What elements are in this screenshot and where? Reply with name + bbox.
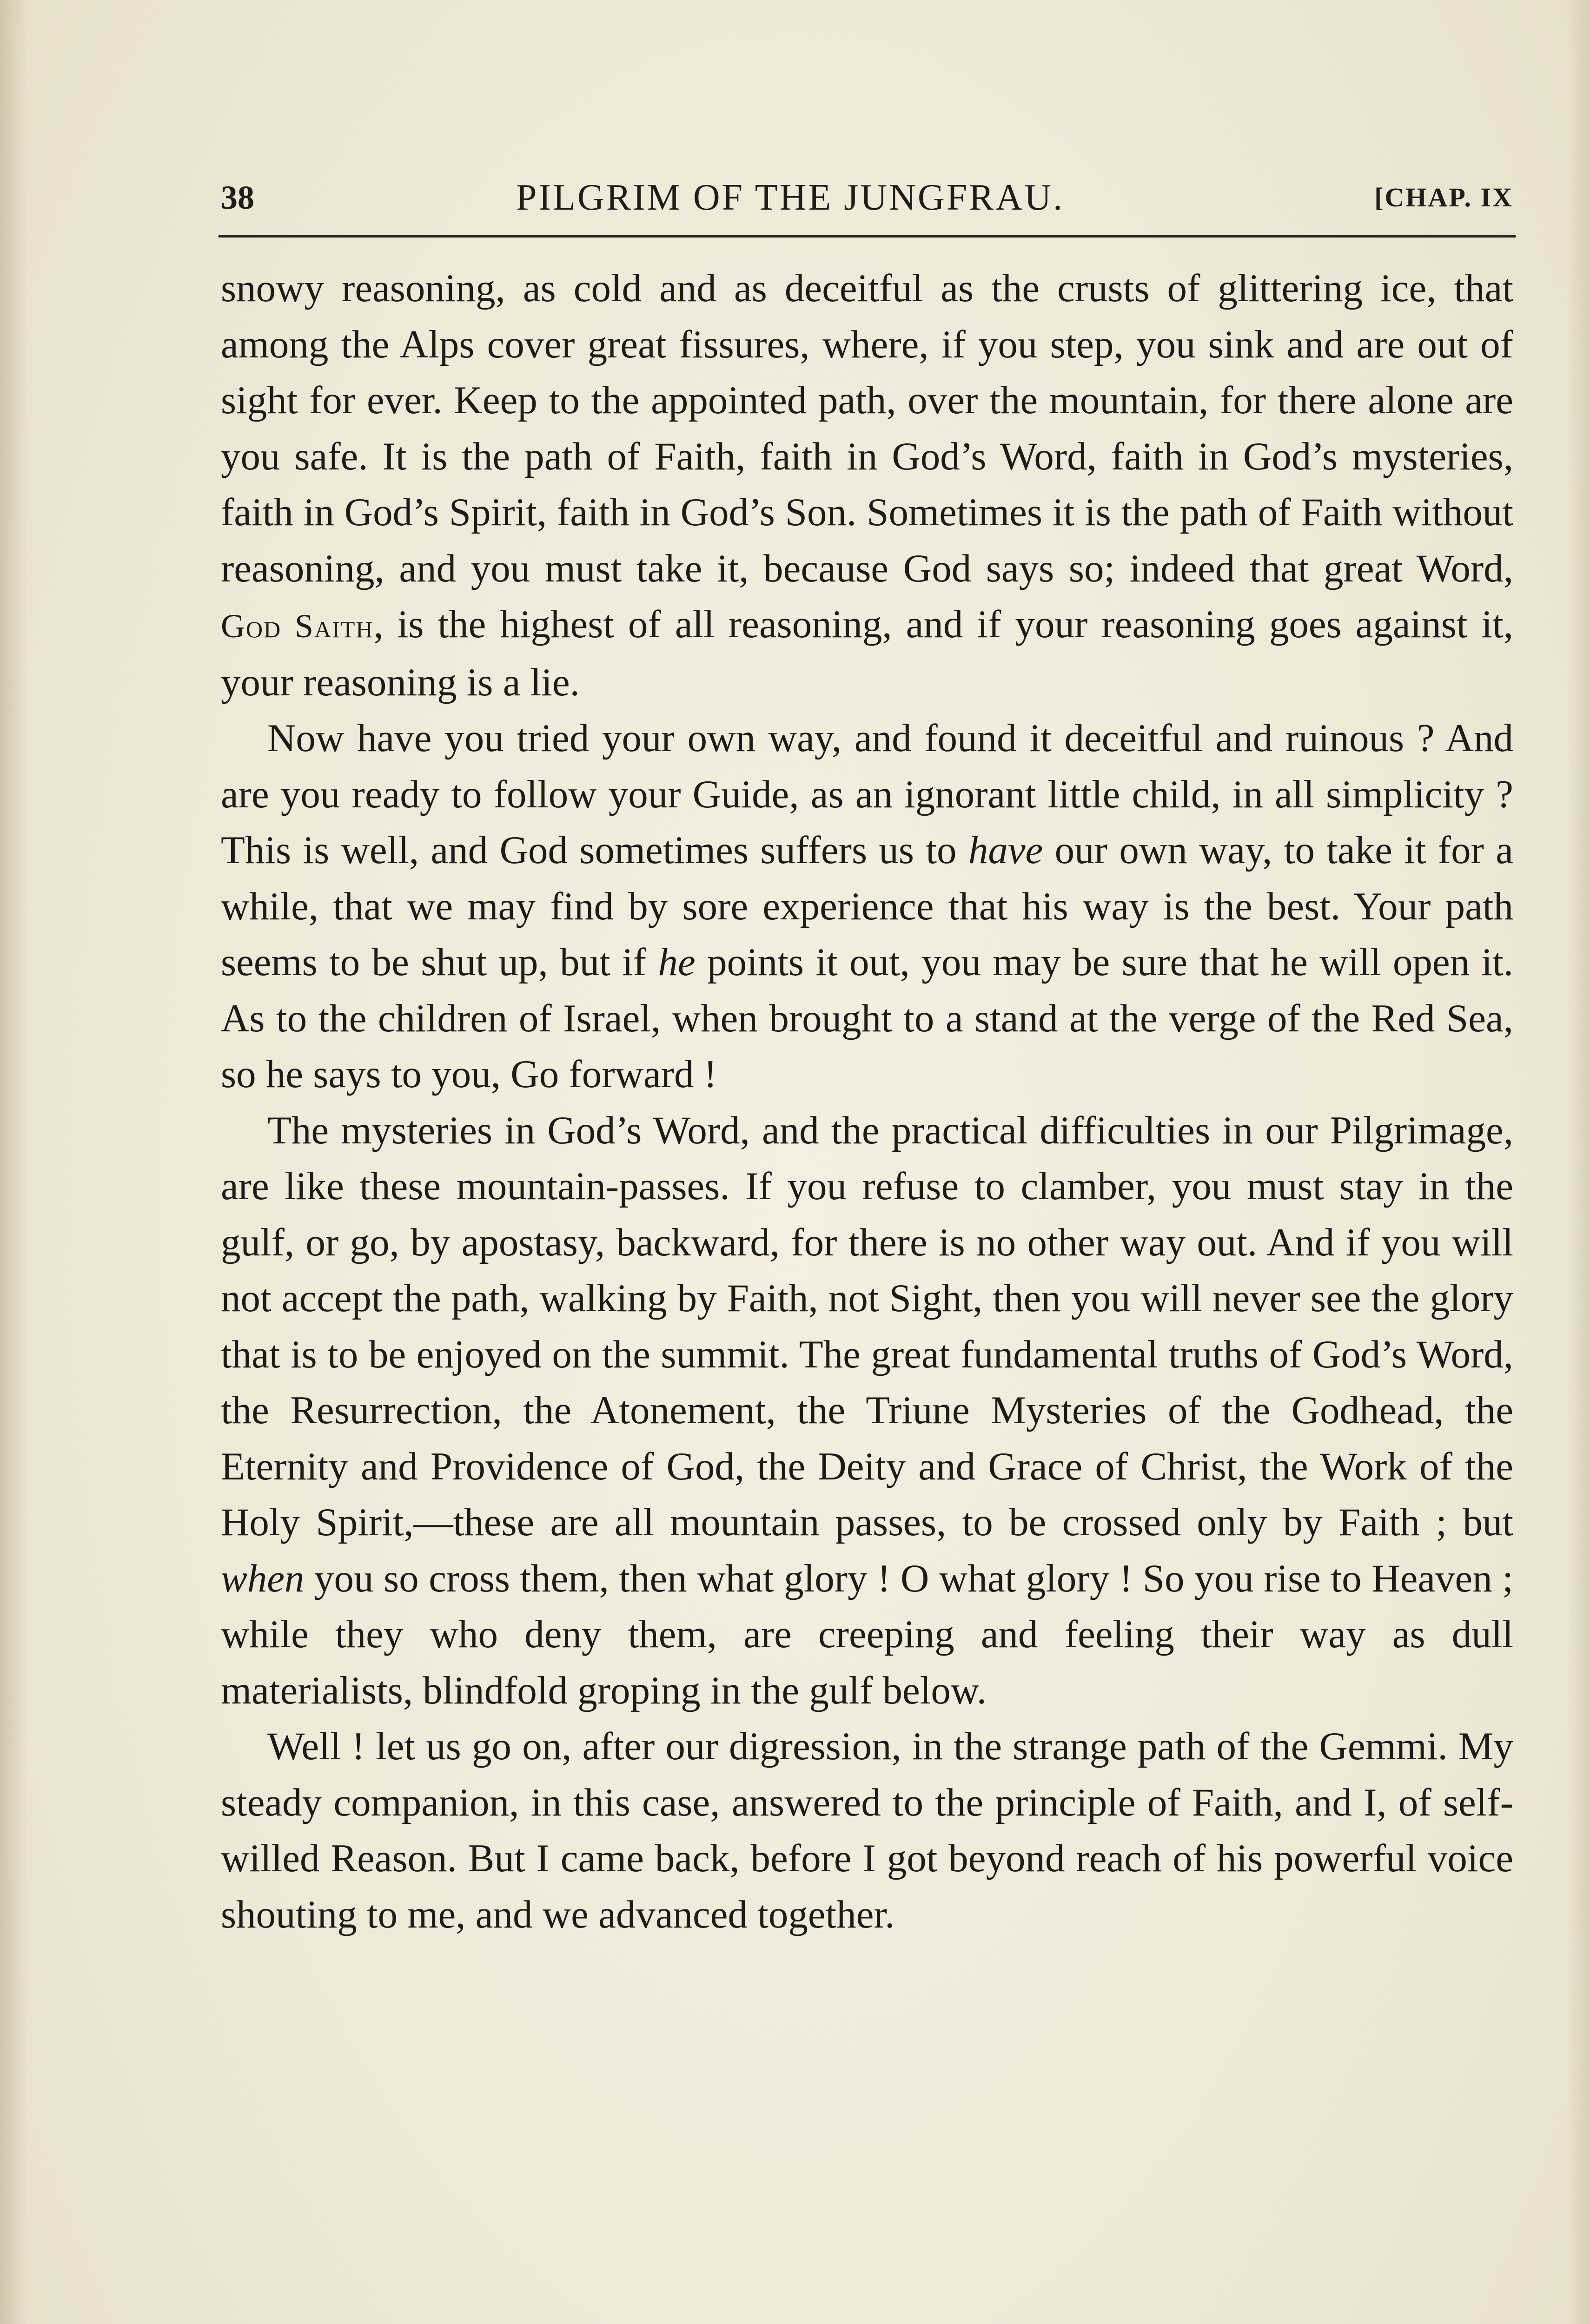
page-number: 38 [221, 179, 254, 216]
text-run: Now have you tried your own way, and found it deceitful and ruinous ? And are you ready to follow your Guide, as an ignorant little child, in all simplicity ? This is well, and God sometimes suffers us to [221, 716, 1513, 872]
text-run: snowy reasoning, as cold and as deceitful as the crusts of glittering ice, that among the Alps cover great fissures, where, if you step, you sink and are out of sight for ever. Keep to the appointed path, over the mountain, for there alone are you safe. It is the path of Faith, faith in God’s Word, faith in God’s mysteries, faith in God’s Spirit, faith in God’s Son. Sometimes it is the path of Faith without reasoning, and you must take it, because God says so; indeed that great Word, [221, 266, 1513, 590]
small-caps-text: God Saith [221, 607, 374, 645]
text-run: Well ! let us go on, after our digression, in the strange path of the Gemmi. My steady companion, in this case, answered to the principle of Faith, and I, of self-willed Reason. But I came back, before I got beyond reach of his powerful voice shouting to me, and we advanced together. [221, 1724, 1513, 1936]
text-run: points it out, you may be sure that he will open it. As to the children of Israel, when brought to a stand at the verge of the Red Sea, so he says to you, Go forward ! [221, 940, 1513, 1096]
italic-emphasis: have [968, 828, 1043, 872]
text-run: , is the highest of all reasoning, and if your reasoning goes against it, your reasoning is a lie. [221, 602, 1513, 704]
page-edge-shadow [1567, 0, 1590, 2324]
italic-emphasis: when [221, 1556, 305, 1600]
header-rule [219, 235, 1516, 238]
book-title: PILGRIM OF THE JUNGFRAU. [516, 177, 1065, 218]
running-head [221, 172, 1513, 223]
text-run: our own way, to take it for a while, that we may find by sore experience that his way is the best. Your path seems to be shut up, but if [221, 828, 1513, 984]
paragraph [221, 710, 1513, 1103]
text-run: The mysteries in God’s Word, and the practical difficulties in our Pilgrimage, are like these mountain-passes. If you refuse to clamber, you must stay in the gulf, or go, by apostasy, backward, for there is no other way out. And if you will not accept the path, walking by Faith, not Sight, then you will never see the glory that is to be enjoyed on the summit. The great fundamental truths of God’s Word, the Resurrection, the Atonement, the Triune Mysteries of the Godhead, the Eternity and Providence of God, the Deity and Grace of Christ, the Work of the Holy Spirit,—these are all mountain passes, to be crossed only by Faith ; but [221, 1108, 1513, 1544]
text-run: you so cross them, then what glory ! O what glory ! So you rise to Heaven ; while they who deny them, are creeping and feeling their way as dull materialists, blindfold groping in the gulf below. [221, 1556, 1513, 1712]
italic-emphasis: he [658, 940, 696, 984]
paragraph [221, 1718, 1513, 1942]
page-gutter-shadow [0, 0, 28, 2324]
paragraph [221, 260, 1513, 710]
chapter-reference: [CHAP. IX [1374, 182, 1513, 212]
paragraph [221, 1103, 1513, 1719]
body-text [221, 260, 1513, 1942]
